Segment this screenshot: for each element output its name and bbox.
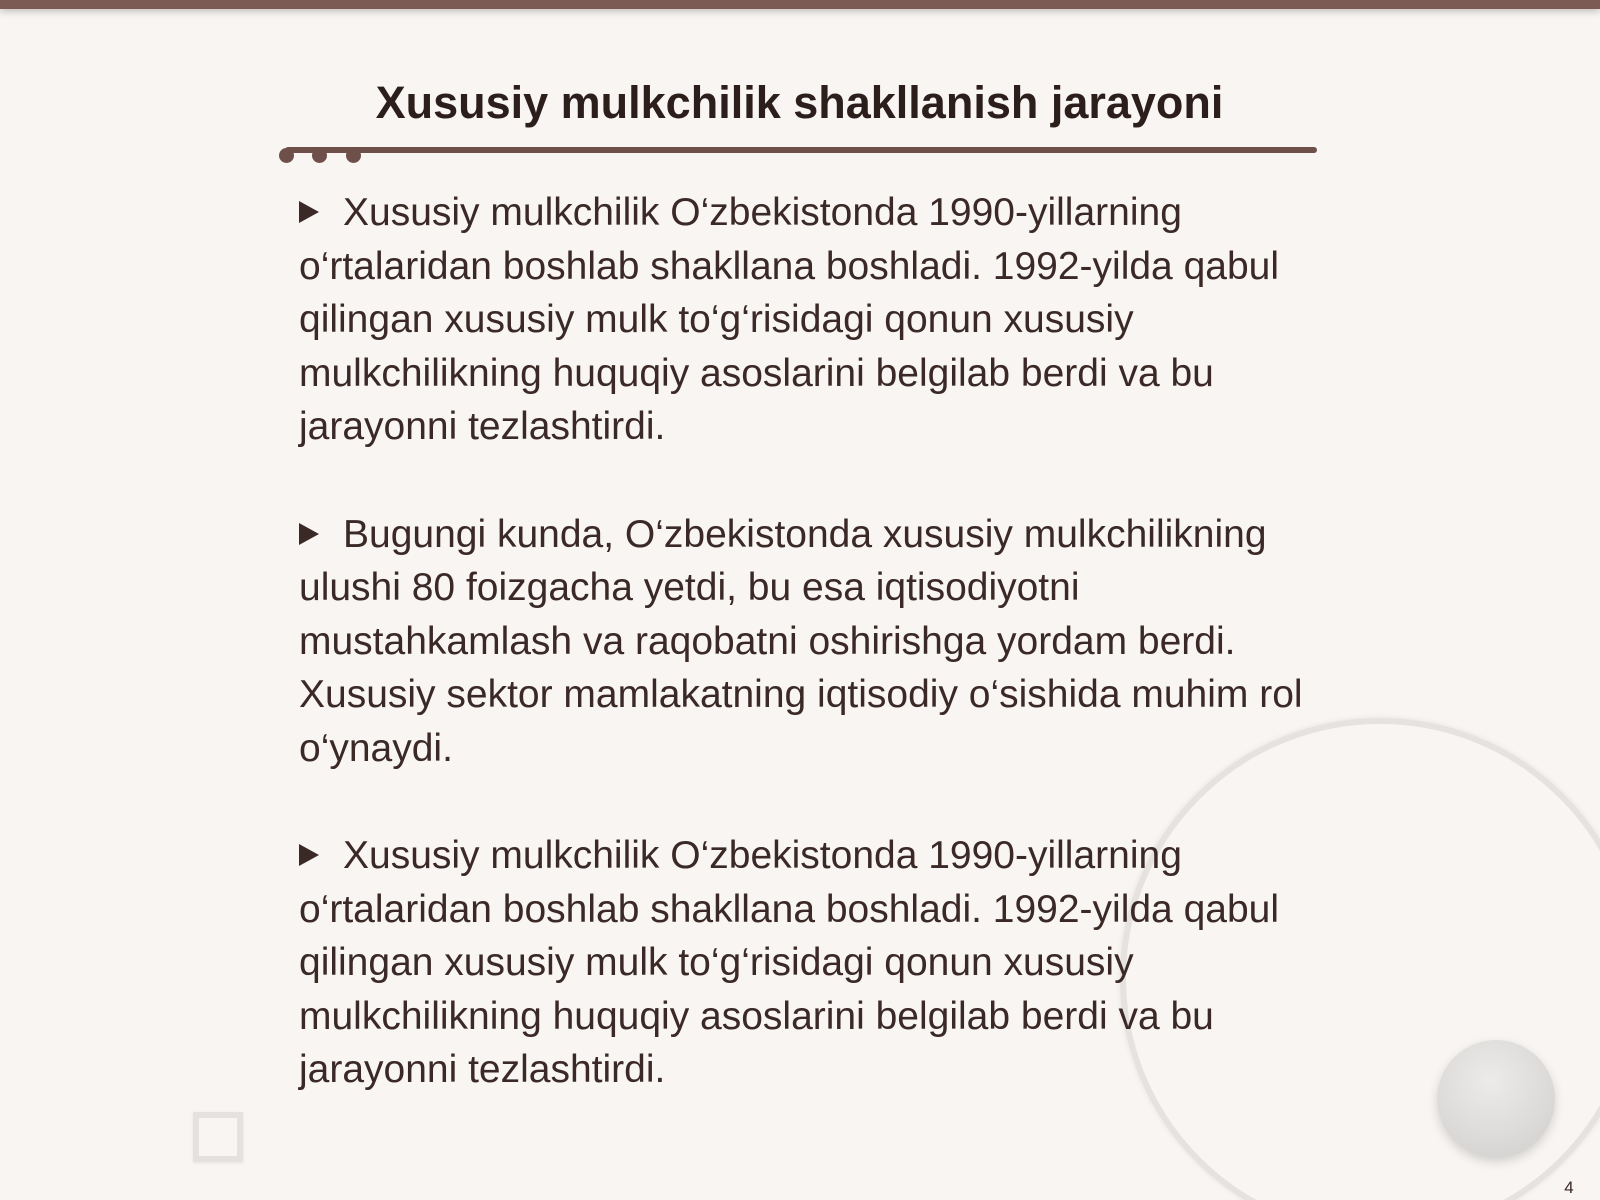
decorative-square <box>193 1112 243 1162</box>
top-accent-band <box>0 0 1600 9</box>
bullet-list <box>299 186 1319 1151</box>
triangle-right-icon <box>299 844 319 866</box>
bullet-item <box>299 508 1319 776</box>
underline-dot <box>346 148 361 163</box>
slide-title: Xususiy mulkchilik shakllanish jarayoni <box>375 77 1224 128</box>
bullet-item <box>299 186 1319 454</box>
triangle-right-icon <box>299 201 319 223</box>
bullet-item <box>299 829 1319 1097</box>
underline-dot <box>312 148 327 163</box>
triangle-right-icon <box>299 523 319 545</box>
bullet-text: Xususiy mulkchilik O‘zbekistonda 1990-yillarning o‘rtalaridan boshlab shakllana boshladi. 1992-yilda qabul qilingan xususiy mulk to‘g‘risidagi qonun xususiy mulkchilikning huquqiy asoslarini belgilab berdi va bu jarayonni tezlashtirdi. <box>299 191 1280 448</box>
decorative-circle <box>1437 1040 1555 1158</box>
bullet-text: Bugungi kunda, O‘zbekistonda xususiy mulkchilikning ulushi 80 foizgacha yetdi, bu esa iqtisodiyotni mustahkamlash va raqobatni oshirishga yordam berdi. Xususiy sektor mamlakatning iqtisodiy o‘sishida muhim rol o‘ynaydi. <box>299 512 1303 770</box>
page-number: 4 <box>1564 1178 1574 1197</box>
underline-dot <box>279 148 294 163</box>
bullet-text: Xususiy mulkchilik O‘zbekistonda 1990-yillarning o‘rtalaridan boshlab shakllana boshladi. 1992-yilda qabul qilingan xususiy mulk to‘g‘risidagi qonun xususiy mulkchilikning huquqiy asoslarini belgilab berdi va bu jarayonni tezlashtirdi. <box>299 834 1280 1091</box>
title-underline <box>285 147 1317 153</box>
